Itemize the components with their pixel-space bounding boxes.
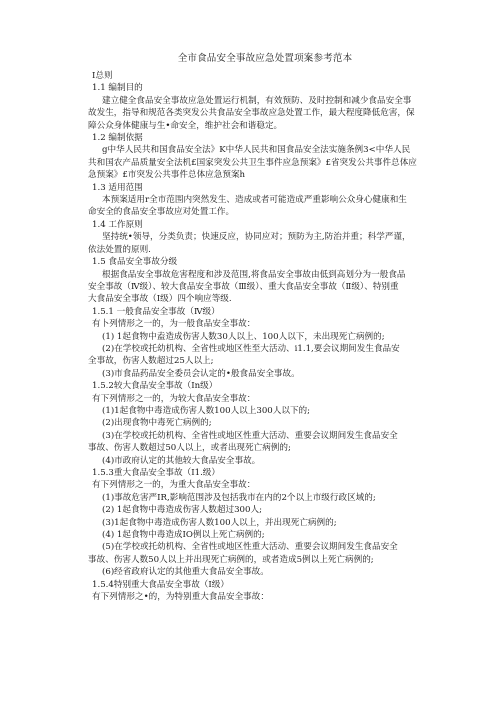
text-line: (1)1起食物中毒造成伤害人数100人以上300人以下的; bbox=[102, 405, 311, 416]
text-line: (6)经省政府认定的其他重大食品安全事故。 bbox=[102, 567, 269, 578]
text-line: (4)市政府认定的其他较大食品安全事故。 bbox=[102, 455, 261, 466]
text-line: g中华人民共和国食品安全法》K中华人民共和国食品安全法实施条例3<中华人民 bbox=[102, 145, 411, 156]
text-line: (5)在学校或托幼机构、全省性或地区性重大活动、重要会议期间发生食品安全 bbox=[102, 542, 398, 553]
text-line: (3)在学校或托幼机构、全省性或地区性重大活动、重要会议期间发生食品安全 bbox=[102, 430, 398, 441]
text-line: 有下列情形之一的，为重大食品安全事故： bbox=[92, 480, 256, 491]
document-title: 全市食品安全事故应急处置项案参考范本 bbox=[177, 53, 353, 64]
text-line: 依法处置的原则. bbox=[88, 244, 151, 255]
text-line: 本预案适用r全市范围内突然发生、造成或者可能造成严重影响公众身心健康和生 bbox=[102, 195, 407, 206]
text-line: (2)出现食物中毒死亡病例的; bbox=[102, 418, 212, 429]
text-line: (2) 1起食物中毒造成伤害人数超过300人; bbox=[102, 505, 262, 516]
text-line: 急预案》£市突发公共事件总体应急预案h bbox=[88, 170, 246, 181]
text-line: (1)事故危害严IR,影响范围涉及包括我市在内的2个以上市级行政区域的; bbox=[102, 492, 376, 503]
text-line: 1.5.4特别重大食品安全事故（I级） bbox=[92, 579, 229, 590]
text-line: 1.5.1 一般食品安全事故（Ⅳ级） bbox=[92, 306, 220, 317]
text-line: 事故、伤害人数超过50人以上，或者出现死亡病例的; bbox=[88, 443, 291, 454]
text-line: 命安全的食品安全事故应对处置工作。 bbox=[88, 207, 235, 218]
text-line: 大食品安全事故（Ⅰ级）四个响应等级. bbox=[88, 294, 232, 305]
text-line: 事故、伤害人数50人以上并出现死亡病例的，或者造成5例以上死亡病例的; bbox=[88, 554, 374, 565]
text-line: 1.1 编制目的 bbox=[92, 83, 143, 94]
text-line: (4) 1起食物中毒造成IO例以上死亡病例的; bbox=[102, 530, 265, 541]
text-line: Ⅰ总则 bbox=[92, 71, 113, 81]
text-line: (3)市食品药品安全委员会认定的•般食品安全事故。 bbox=[102, 368, 300, 379]
text-line: 有卜列情形之一的，为一般食品安全事故： bbox=[92, 319, 256, 330]
text-line: 1.3 适用范围 bbox=[92, 182, 143, 193]
text-line: (2)在学校或托幼机构、全省性或地区性至大活动、i1.1,要会议期间发生食品安 bbox=[102, 343, 400, 354]
text-line: 障公众身体健康与生•命安全，维护社会和谐稳定。 bbox=[88, 120, 283, 131]
text-line: 有下列情形之一的，为较大食品安全事故： bbox=[92, 393, 256, 404]
text-line: 根据食品安全事故危害程度和涉及范围,将食品安全事故由低到高划分为一般食品 bbox=[102, 269, 406, 280]
text-line: 1.2 编制依据 bbox=[92, 133, 143, 144]
text-line: 安全事故（Ⅳ级）、较大食品安全事故（Ⅲ级）、重大食品安全事故（Ⅱ级）、特别重 bbox=[88, 281, 399, 292]
text-line: 坚持统•领导，分类负责；快速反应，协同应对；预防为主,防治并重；科学严谨， bbox=[102, 232, 411, 243]
text-line: 全事故，伤害人数超过25人以上; bbox=[88, 356, 214, 367]
text-line: 1.4 工作原则 bbox=[92, 219, 143, 230]
text-line: (1) 1起食物中盍造成伤害人数30人以上、100人以下，未出现死亡病例的; bbox=[102, 331, 385, 342]
text-line: 故发生，指导和规范各类突发公共食品安全事故应急处置工作，最大程度降低危害，保 bbox=[88, 108, 415, 119]
text-line: 共和国农产品质量安全法机£国家突发公共卫生事件应急预案》£省突发公共事件总体应 bbox=[88, 157, 417, 168]
text-line: (3)1起食物中毒造成伤害人数100人以上，并出现死亡病例的; bbox=[102, 517, 337, 528]
text-line: 1.5.3重大食品安全事故（I1.级） bbox=[92, 468, 220, 478]
text-line: 建立健全食品安全事故应急处置运行机制，有效预防、及时控制和减少食品安全事 bbox=[102, 95, 412, 106]
text-line: 有下列情形之•的，为特别重大食品安全事故： bbox=[92, 592, 269, 603]
text-line: 1.5 食品安全事故分级 bbox=[92, 257, 178, 268]
document-body bbox=[88, 70, 442, 603]
text-line: 1.5.2较大食品安全事故（In级） bbox=[92, 381, 218, 392]
